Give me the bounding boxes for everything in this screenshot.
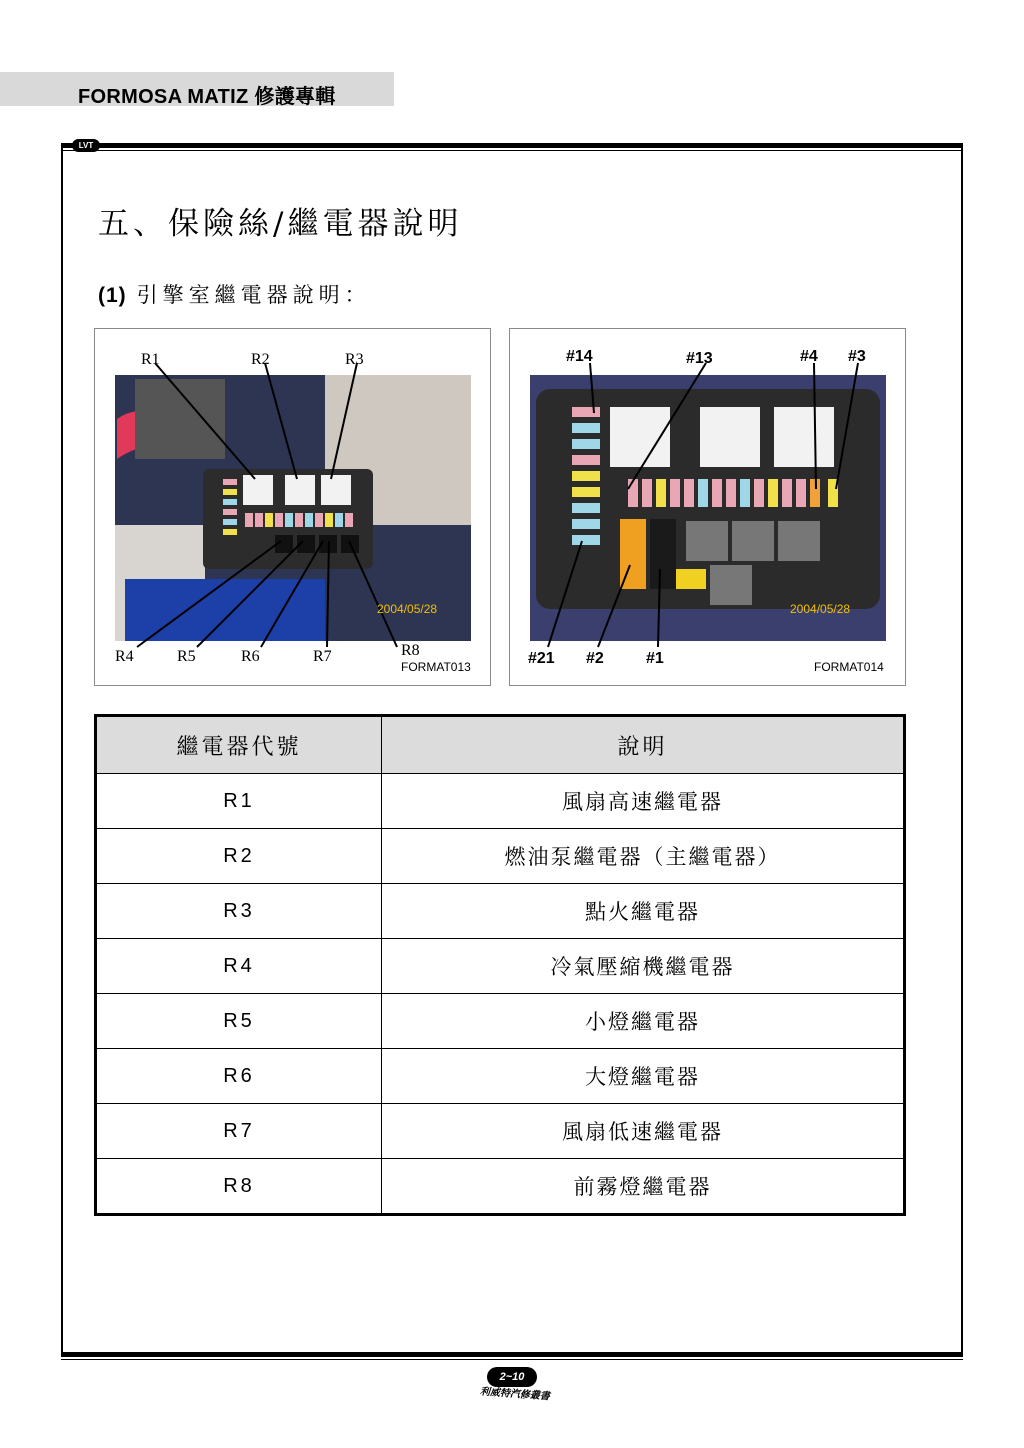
section-title: 五、保險絲/繼電器說明 <box>98 206 463 242</box>
label-r4: R4 <box>115 648 134 665</box>
bottom-rule-thin <box>61 1359 963 1360</box>
table-header-row <box>96 716 905 774</box>
relay-table <box>94 714 906 1216</box>
label-fuse-1: #1 <box>646 650 664 667</box>
photo-caption: FORMAT014 <box>814 660 884 674</box>
relay-code: R6 <box>96 1049 382 1104</box>
label-fuse-14: #14 <box>566 348 593 365</box>
relay-code: R8 <box>96 1159 382 1215</box>
table-row <box>96 1049 905 1104</box>
photo-date: 2004/05/28 <box>790 602 851 616</box>
fuse-box-photo <box>509 328 906 686</box>
relay-desc: 風扇低速繼電器 <box>382 1104 905 1159</box>
label-r5: R5 <box>177 648 196 665</box>
table-row <box>96 1104 905 1159</box>
table-row <box>96 884 905 939</box>
relay-photo-illustration <box>95 329 492 687</box>
relay-desc: 冷氣壓縮機繼電器 <box>382 939 905 994</box>
relay-desc: 燃油泵繼電器（主繼電器） <box>382 829 905 884</box>
subsection-number: (1) <box>98 284 127 307</box>
relay-code: R7 <box>96 1104 382 1159</box>
relay-code: R4 <box>96 939 382 994</box>
label-fuse-2: #2 <box>586 650 604 667</box>
relay-desc: 點火繼電器 <box>382 884 905 939</box>
table-row <box>96 1159 905 1215</box>
photo-date: 2004/05/28 <box>377 602 438 616</box>
document-title: FORMOSA MATIZ 修護專輯 <box>78 86 336 108</box>
label-r2: R2 <box>251 351 270 368</box>
bottom-rule <box>61 1352 963 1357</box>
page-number: 2~10 <box>487 1367 537 1387</box>
table-row <box>96 774 905 829</box>
subsection-text: 引擎室繼電器說明： <box>136 283 371 307</box>
label-fuse-21: #21 <box>528 650 555 667</box>
photo-caption: FORMAT013 <box>401 660 471 674</box>
label-r7: R7 <box>313 648 332 665</box>
label-r8: R8 <box>401 642 420 659</box>
relay-desc: 小燈繼電器 <box>382 994 905 1049</box>
subsection-heading <box>98 279 371 309</box>
label-fuse-3: #3 <box>848 348 866 365</box>
table-row <box>96 939 905 994</box>
relay-code: R2 <box>96 829 382 884</box>
relay-code: R1 <box>96 774 382 829</box>
relay-code: R5 <box>96 994 382 1049</box>
relay-desc: 前霧燈繼電器 <box>382 1159 905 1215</box>
relay-desc: 大燈繼電器 <box>382 1049 905 1104</box>
relay-desc: 風扇高速繼電器 <box>382 774 905 829</box>
table-row <box>96 994 905 1049</box>
table-row <box>96 829 905 884</box>
label-r1: R1 <box>141 351 160 368</box>
fuse-photo-illustration <box>510 329 907 687</box>
label-fuse-4: #4 <box>800 348 818 365</box>
publisher-logo: LVT <box>72 139 100 152</box>
col-header-desc: 說明 <box>382 716 905 774</box>
label-r6: R6 <box>241 648 260 665</box>
publisher-name: 利威特汽修叢書 <box>479 1386 551 1403</box>
label-r3: R3 <box>345 351 364 368</box>
col-header-code: 繼電器代號 <box>96 716 382 774</box>
label-fuse-13: #13 <box>686 350 713 367</box>
engine-relay-photo <box>94 328 491 686</box>
relay-code: R3 <box>96 884 382 939</box>
